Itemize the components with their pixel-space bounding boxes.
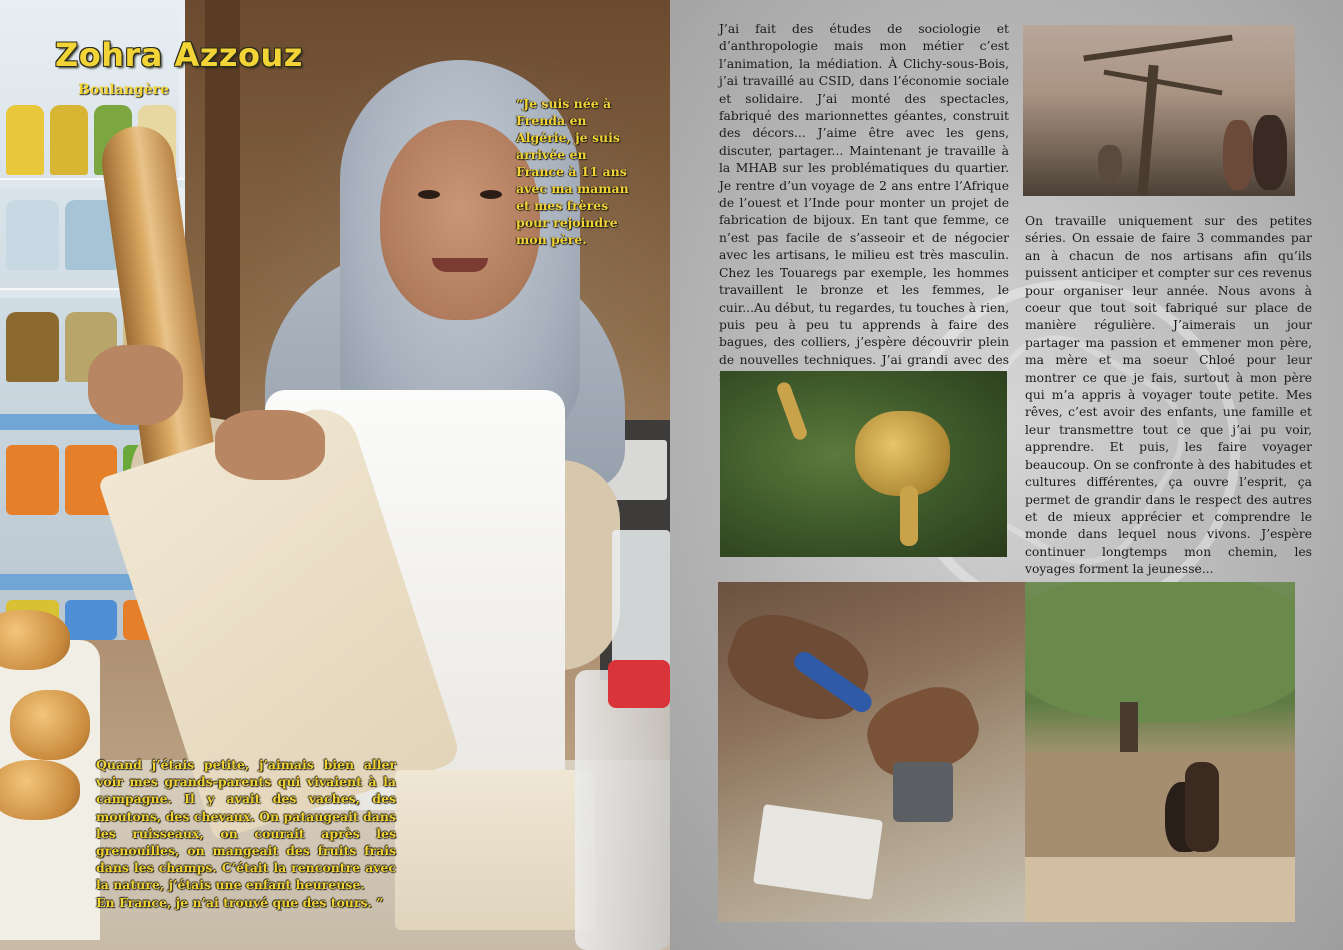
right-page xyxy=(670,0,1343,950)
photo-artisan-hands xyxy=(718,582,1025,922)
photo-monkeys-sunset xyxy=(1023,25,1295,196)
pastry-tray xyxy=(0,640,100,940)
jar-lid xyxy=(608,660,670,708)
pull-quote: “Je suis née à Frenda en Algérie, je suis arrivée en France à 11 ans avec ma maman et mes frères pour rejoindre mon père. xyxy=(516,96,629,247)
photo-village-house xyxy=(1025,582,1295,922)
photo-lion-ring xyxy=(720,371,1007,557)
quote-text xyxy=(96,756,396,911)
plastic-jar xyxy=(575,670,670,950)
paper-bag-stack xyxy=(395,770,595,930)
quote-closing: En France, je n’ai trouvé que des tours. ” xyxy=(96,894,384,910)
page-title: Zohra Azzouz xyxy=(55,36,303,74)
article-column-1: J’ai fait des études de sociologie et d’anthropologie mais mon métier c’est l’animation, la médiation. À Clichy-sous-Bois, j’ai travaillé au CSID, dans l’économie sociale et solidaire. J’ai monté des spectacles, fabriqué des marionnettes géantes, construit des décors... J’aime être avec les gens, discuter, partager... Maintenant je travaille à la MHAB sur les problématiques du quartier. Je rentre d’un voyage de 2 ans entre l’Afrique de l’ouest et l’Inde pour monter un projet de fabrication de bijoux. En tant que femme, ce n’est pas facile de s’asseoir et de négocier avec les artisans, le milieu est très masculin. Chez les Touaregs par exemple, les hommes travaillent le bronze et les femmes, le cuir...Au début, tu regardes, tu touches à rien, puis peu à peu tu apprends à faire des bagues, des colliers, j’espère découvrir plein de nouvelles techniques. J’ai grandi avec des xyxy=(719,22,1009,367)
left-page-photo xyxy=(0,0,670,950)
plastic-cup xyxy=(612,530,670,680)
hand xyxy=(88,345,183,425)
quote-paragraph: Quand j’étais petite, j’aimais bien aller voir mes grands-parents qui vivaient à la campagne. Il y avait des vaches, des moutons, des chevaux. On pataugeait dans les ruisseaux, on courait après les grenouilles, on mangeait des fruits frais dans les champs. C’était la rencontre avec la nature, j’étais une enfant heureuse. xyxy=(96,757,396,893)
hand xyxy=(215,410,325,480)
profession-subtitle: Boulangère xyxy=(78,82,169,98)
article-column-2: On travaille uniquement sur des petites séries. On essaie de faire 3 commandes par an à chacun de nos artisans afin qu’ils puissent anticiper et compter sur ces revenus pour organiser leur année. Nous avons à coeur que tout soit fabriqué sur place de manière régulière. J’aimerais un jour partager ma passion et emmener mon père, ma mère et ma soeur Chloé pour leur montrer ce que je fais, surtout à mon père qui m’a appris à voyager toute petite. Mes rêves, c’est avoir des enfants, une famille et leur transmettre tout ce que j’ai pu voir, apprendre. Et puis, les faire voyager beaucoup. On se confronte à des habitudes et cultures différentes, ça ouvre l’esprit, ça permet de grandir dans le respect des autres et de mieux apprécier et comprendre le monde dans lequel nous vivons. J’espère continuer longtemps mon chemin, les voyages forment la jeunesse... xyxy=(1025,214,1312,577)
